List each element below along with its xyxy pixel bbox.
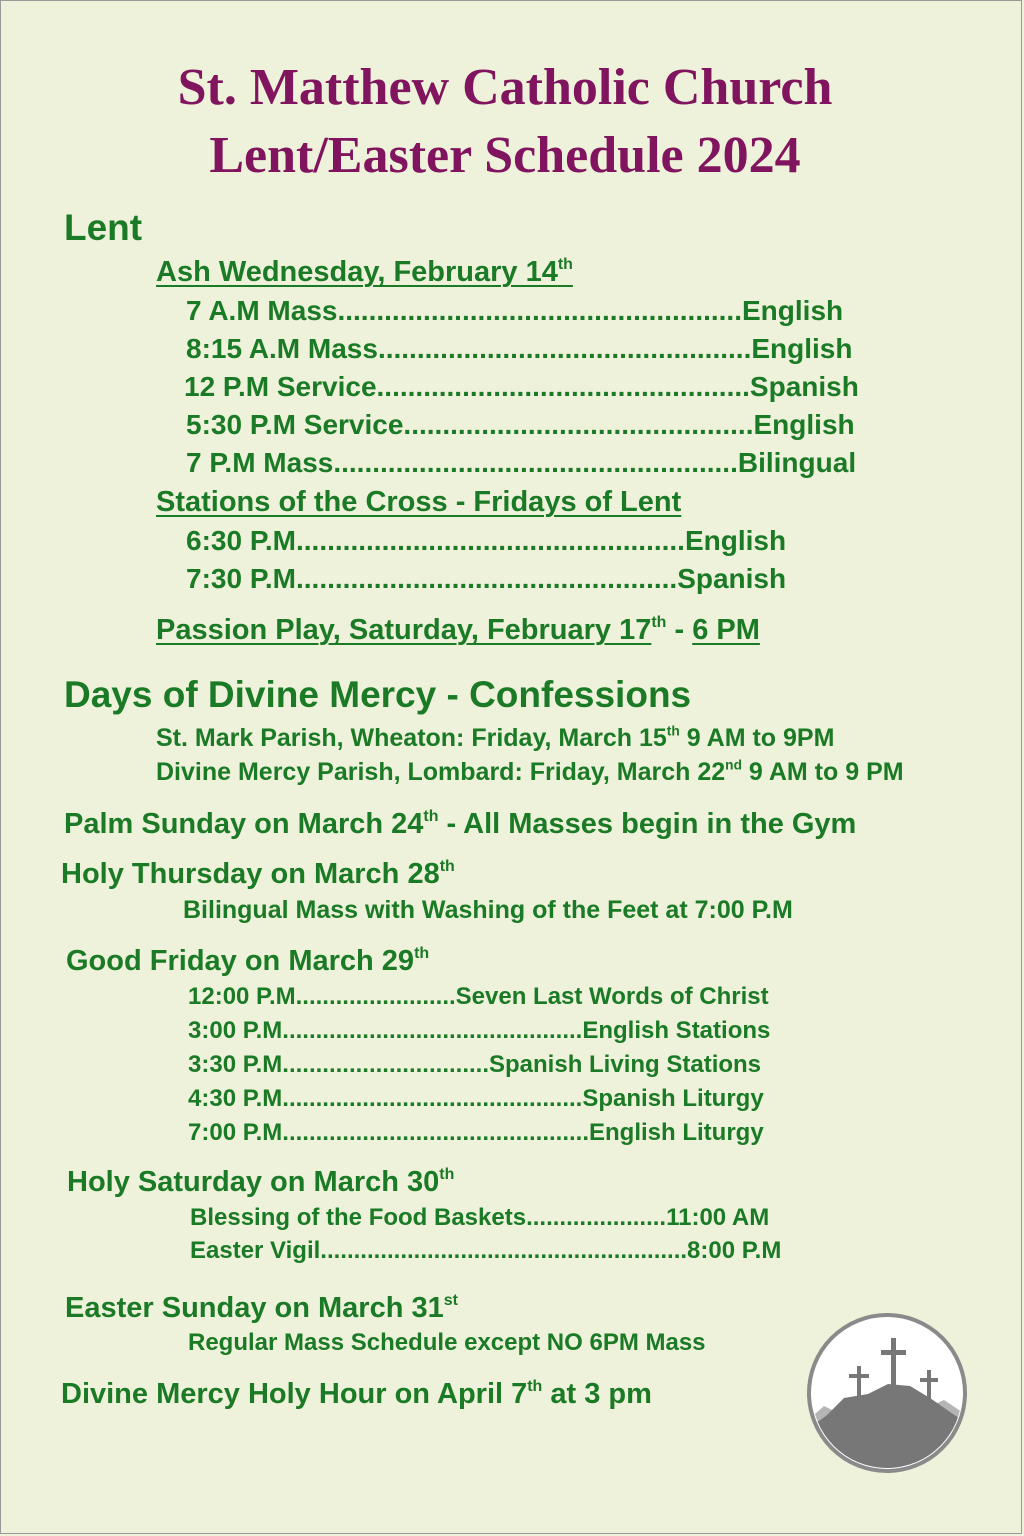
mercy-heading: Days of Divine Mercy - Confessions (64, 674, 692, 715)
palm-sunday: Palm Sunday on March 24th - All Masses begin in the Gym (64, 808, 857, 840)
mercy-line-2: Divine Mercy Parish, Lombard: Friday, March 22nd 9 AM to 9 PM (156, 757, 904, 786)
title-line-2: Lent/Easter Schedule 2024 (209, 127, 801, 184)
friday-row-5: 7:00 P.M..............................................English Liturgy (188, 1119, 764, 1146)
ash-row-4: 5:30 P.M Service.............................................English (186, 409, 855, 440)
friday-row-4: 4:30 P.M.............................................Spanish Liturgy (188, 1085, 764, 1112)
saturday-row-1: Blessing of the Food Baskets.....................11:00 AM (190, 1204, 770, 1231)
stations-row-1: 6:30 P.M..................................................English (186, 525, 787, 556)
mercy-line-1: St. Mark Parish, Wheaton: Friday, March 15th 9 AM to 9PM (156, 723, 835, 752)
friday-row-3: 3:30 P.M...............................Spanish Living Stations (188, 1051, 762, 1078)
easter-sunday-heading: Easter Sunday on March 31st (65, 1292, 458, 1324)
ash-row-5: 7 P.M Mass....................................................Bilingual (186, 447, 857, 478)
ash-row-1: 7 A.M Mass....................................................English (186, 295, 844, 326)
holy-saturday-heading: Holy Saturday on March 30th (67, 1166, 455, 1198)
friday-row-2: 3:00 P.M.............................................English Stations (188, 1017, 771, 1044)
stations-row-2: 7:30 P.M.................................................Spanish (186, 563, 787, 594)
stations-label: Stations of the Cross - Fridays of Lent (156, 486, 682, 518)
ash-wednesday-label: Ash Wednesday, February 14th (156, 256, 573, 288)
three-crosses-icon (806, 1312, 968, 1474)
title-line-1: St. Matthew Catholic Church (177, 59, 833, 116)
ash-row-2: 8:15 A.M Mass................................................English (186, 333, 853, 364)
passion-play: Passion Play, Saturday, February 17th - 6 PM (156, 614, 760, 646)
friday-row-1: 12:00 P.M........................Seven Last Words of Christ (188, 983, 769, 1010)
holy-thursday-detail: Bilingual Mass with Washing of the Feet at 7:00 P.M (183, 896, 793, 924)
ash-row-3: 12 P.M Service................................................Spanish (184, 371, 859, 402)
holy-thursday-heading: Holy Thursday on March 28th (61, 858, 455, 890)
good-friday-heading: Good Friday on March 29th (66, 945, 430, 977)
saturday-row-2: Easter Vigil.......................................................8:00 P.M (190, 1237, 782, 1264)
holy-hour: Divine Mercy Holy Hour on April 7th at 3 pm (61, 1378, 652, 1410)
easter-sunday-detail: Regular Mass Schedule except NO 6PM Mass (188, 1329, 706, 1356)
lent-heading: Lent (64, 207, 143, 248)
